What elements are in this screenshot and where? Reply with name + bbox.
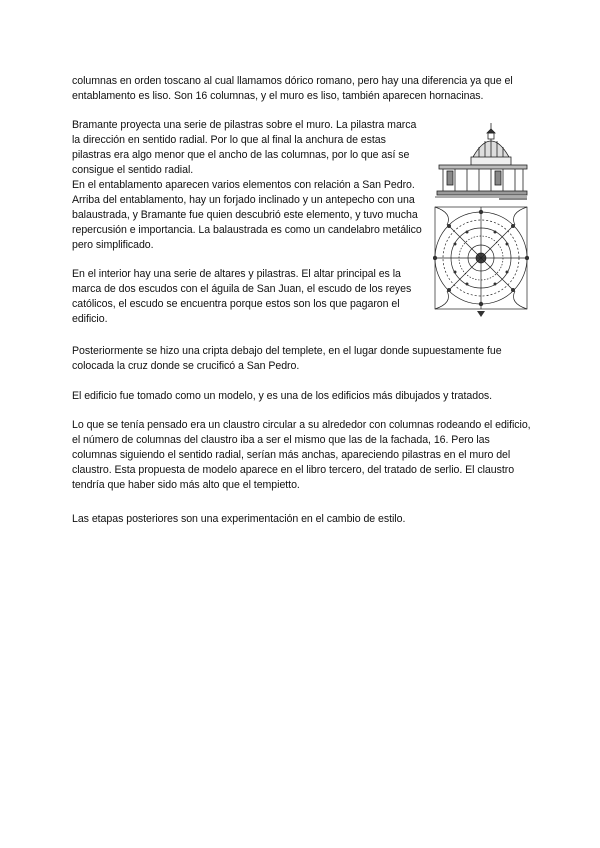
tempietto-drawing-icon [433,121,529,317]
paragraph-claustro: Lo que se tenía pensado era un claustro circular a su alrededor con columnas rodeando el edificio, el número de columnas del claustro iba a ser el mismo que las de la fachada, 16. Pero las columnas siguiendo el sentido radial, serían más anchas, apareciendo pilastras en el muro del claustro. Esta propuesta de modelo aparece en el libro tercero, del tratado de serlio. El claustro tendría que haber sido más alto que el tempietto. [72,419,531,491]
paragraph-etapas: Las etapas posteriores son una experimentación en el cambio de estilo. [72,513,406,525]
paragraph-entablamento: En el entablamento aparecen varios elementos con relación a San Pedro. Arriba del entablamento, hay un forjado inclinado y un antepecho con una balaustrada, y Bramante fue quien descubrió este elemento, y tuvo mucha repercusión e importancia. La balaustrada es como un candelabro metálico pero simplificado. [72,179,422,251]
paragraph-intro: columnas en orden toscano al cual llamamos dórico romano, pero hay una diferencia ya que el entablamento es liso. Son 16 columnas, y el muro es liso, también aparecen hornacinas. [72,75,513,102]
paragraph-modelo: El edificio fue tomado como un modelo, y es una de los edificios más dibujados y tratados. [72,390,493,402]
paragraph-interior: En el interior hay una serie de altares y pilastras. El altar principal es la marca de dos escudos con el águila de San Juan, el escudo de los reyes católicos, el escudo se encuentra porque estos son los que pagaron el edificio. [72,268,412,325]
paragraph-cripta: Posteriormente se hizo una cripta debajo del templete, en el lugar donde supuestamente fue colocada la cruz donde se crucificó a San Pedro. [72,345,502,372]
paragraph-pilastras: Bramante proyecta una serie de pilastras sobre el muro. La pilastra marca la dirección en sentido radial. Por lo que al final la anchura de estas pilastras era algo menor que el ancho de las columnas, por lo que así se consigue el sentido radial. [72,119,417,176]
